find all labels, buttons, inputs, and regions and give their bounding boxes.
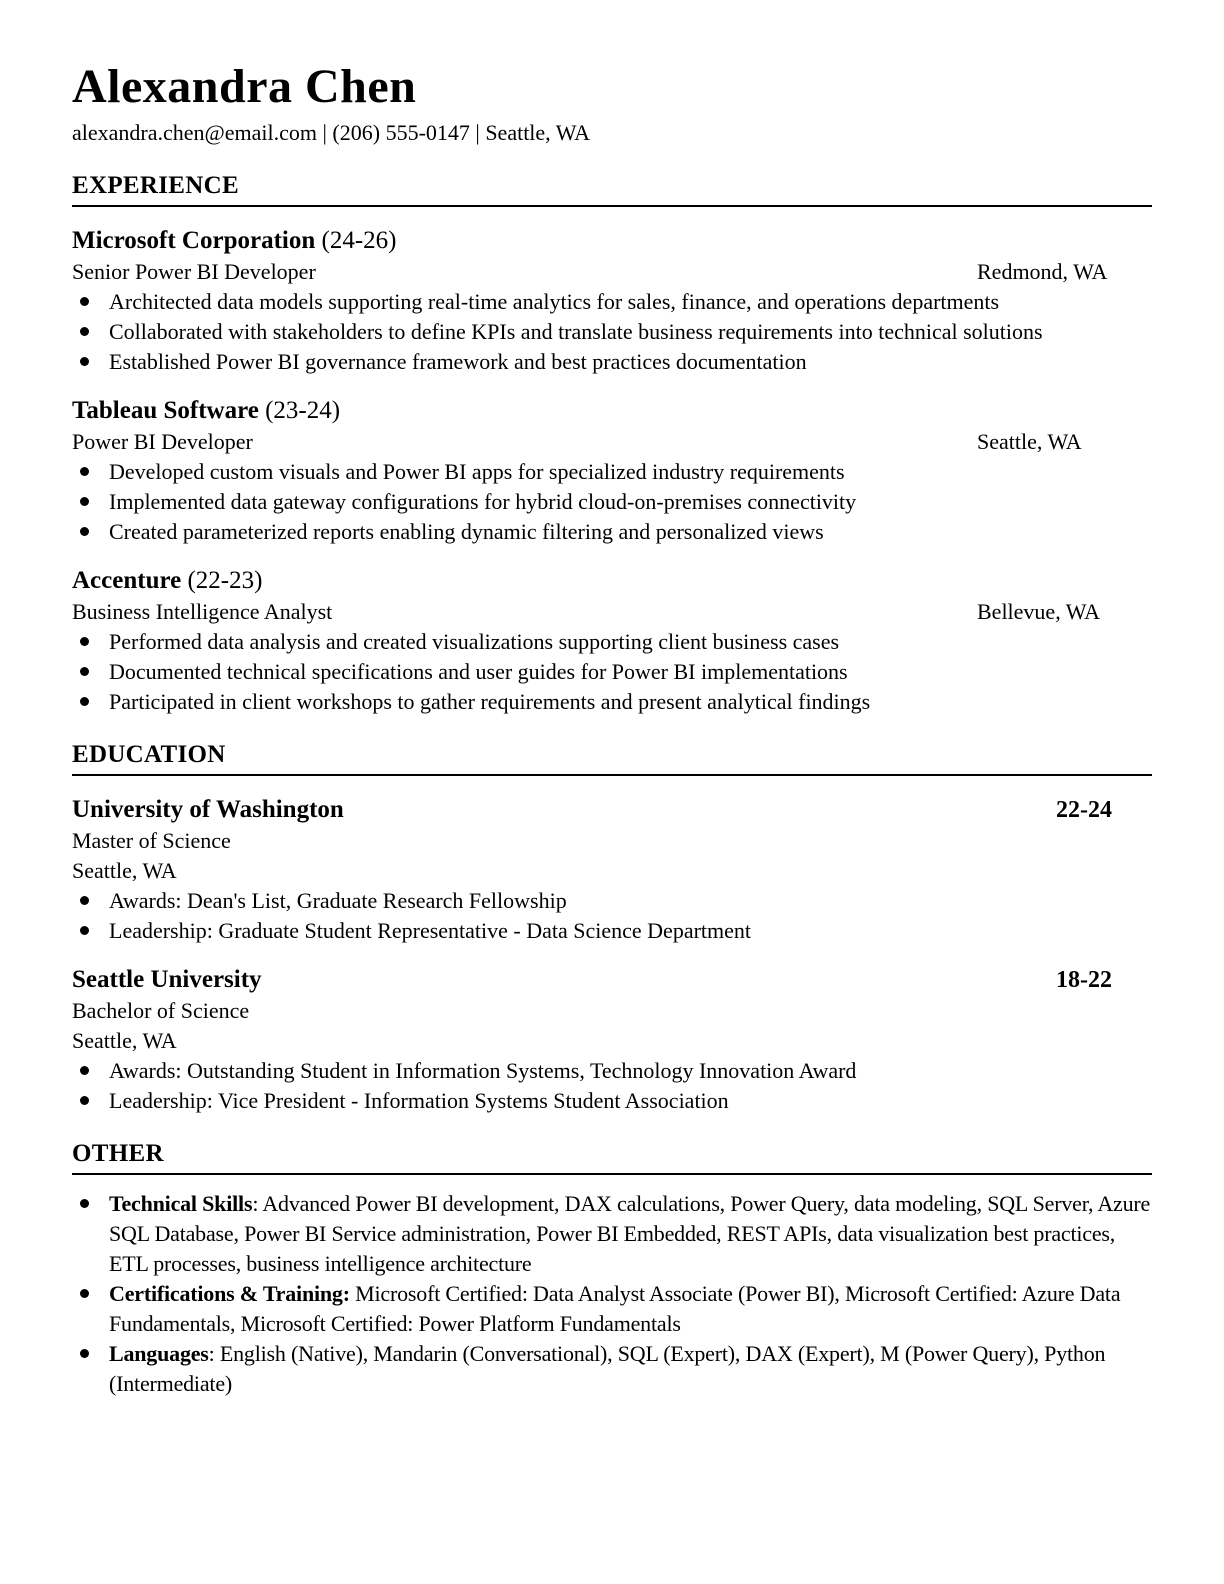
job-entry bbox=[72, 565, 1152, 717]
other-item-label: Technical Skills bbox=[109, 1190, 253, 1216]
section-title-experience: EXPERIENCE bbox=[72, 172, 1152, 207]
other-item-text: Microsoft Certified: Data Analyst Associate (Power BI), Microsoft Certified: Azure Data Fundamentals, Microsoft Certified: Power Platform Fundamentals bbox=[109, 1280, 1121, 1336]
other-item-text: : English (Native), Mandarin (Conversational), SQL (Expert), DAX (Expert), M (Power Query), Python (Intermediate) bbox=[109, 1340, 1106, 1396]
job-bullet: Established Power BI governance framework and best practices documentation bbox=[72, 347, 1152, 377]
job-bullet-list bbox=[72, 457, 1152, 547]
job-bullet: Participated in client workshops to gather requirements and present analytical findings bbox=[72, 687, 1152, 717]
section-education bbox=[72, 741, 1152, 1116]
school-name: University of Washington bbox=[72, 795, 344, 823]
job-dates: (23-24) bbox=[265, 396, 341, 424]
school-bullet: Leadership: Vice President - Information Systems Student Association bbox=[72, 1086, 1152, 1116]
section-experience bbox=[72, 172, 1152, 717]
school-dates: 18-22 bbox=[1056, 966, 1112, 993]
job-header bbox=[72, 565, 1152, 597]
job-header bbox=[72, 225, 1152, 257]
company-name: Microsoft Corporation bbox=[72, 226, 316, 254]
school-bullet-list bbox=[72, 1056, 1152, 1116]
section-title-other: OTHER bbox=[72, 1140, 1152, 1175]
job-bullet: Implemented data gateway configurations for hybrid cloud-on-premises connectivity bbox=[72, 487, 1152, 517]
job-location: Bellevue, WA bbox=[977, 598, 1101, 624]
job-role-row bbox=[72, 257, 1152, 287]
education-entry bbox=[72, 964, 1152, 1116]
other-item-label: Languages bbox=[109, 1340, 209, 1366]
section-other bbox=[72, 1140, 1152, 1399]
school-header bbox=[72, 964, 1152, 996]
job-title: Business Intelligence Analyst bbox=[72, 598, 333, 624]
company-name: Tableau Software bbox=[72, 396, 259, 424]
education-entry bbox=[72, 794, 1152, 946]
job-role-row bbox=[72, 427, 1152, 457]
job-entry bbox=[72, 395, 1152, 547]
school-location: Seattle, WA bbox=[72, 857, 177, 883]
other-item-technical-skills bbox=[72, 1189, 1152, 1279]
other-item-languages bbox=[72, 1339, 1152, 1399]
job-bullet: Developed custom visuals and Power BI apps for specialized industry requirements bbox=[72, 457, 1152, 487]
page-title: Alexandra Chen bbox=[72, 60, 417, 113]
job-location: Seattle, WA bbox=[977, 428, 1082, 454]
other-item-label: Certifications & Training: bbox=[109, 1280, 350, 1306]
job-title: Power BI Developer bbox=[72, 428, 253, 454]
job-dates: (22-23) bbox=[187, 566, 263, 594]
other-item-certifications bbox=[72, 1279, 1152, 1339]
job-bullet: Created parameterized reports enabling dynamic filtering and personalized views bbox=[72, 517, 1152, 547]
job-role-row bbox=[72, 597, 1152, 627]
job-bullet: Performed data analysis and created visualizations supporting client business cases bbox=[72, 627, 1152, 657]
school-bullet: Awards: Dean's List, Graduate Research Fellowship bbox=[72, 886, 1152, 916]
job-location: Redmond, WA bbox=[977, 258, 1108, 284]
job-header bbox=[72, 395, 1152, 427]
job-bullet-list bbox=[72, 287, 1152, 377]
other-list bbox=[72, 1189, 1152, 1399]
school-bullet: Leadership: Graduate Student Representative - Data Science Department bbox=[72, 916, 1152, 946]
job-bullet-list bbox=[72, 627, 1152, 717]
school-location: Seattle, WA bbox=[72, 1027, 177, 1053]
job-bullet: Documented technical specifications and user guides for Power BI implementations bbox=[72, 657, 1152, 687]
job-title: Senior Power BI Developer bbox=[72, 258, 316, 284]
school-bullet: Awards: Outstanding Student in Information Systems, Technology Innovation Award bbox=[72, 1056, 1152, 1086]
school-name: Seattle University bbox=[72, 965, 262, 993]
school-header bbox=[72, 794, 1152, 826]
section-title-education: EDUCATION bbox=[72, 741, 1152, 776]
company-name: Accenture bbox=[72, 566, 182, 594]
other-item-text: : Advanced Power BI development, DAX calculations, Power Query, data modeling, SQL Server, Azure SQL Database, Power BI Service administration, Power BI Embedded, REST APIs, data visualization best practices, ETL processes, business intelligence architecture bbox=[109, 1190, 1151, 1276]
degree: Master of Science bbox=[72, 827, 231, 853]
job-dates: (24-26) bbox=[321, 226, 397, 254]
school-dates: 22-24 bbox=[1056, 796, 1112, 823]
contact-line: alexandra.chen@email.com | (206) 555-0147 | Seattle, WA bbox=[72, 119, 590, 145]
job-entry bbox=[72, 225, 1152, 377]
job-bullet: Collaborated with stakeholders to define KPIs and translate business requirements into technical solutions bbox=[72, 317, 1152, 347]
degree: Bachelor of Science bbox=[72, 997, 250, 1023]
job-bullet: Architected data models supporting real-time analytics for sales, finance, and operations departments bbox=[72, 287, 1152, 317]
school-bullet-list bbox=[72, 886, 1152, 946]
